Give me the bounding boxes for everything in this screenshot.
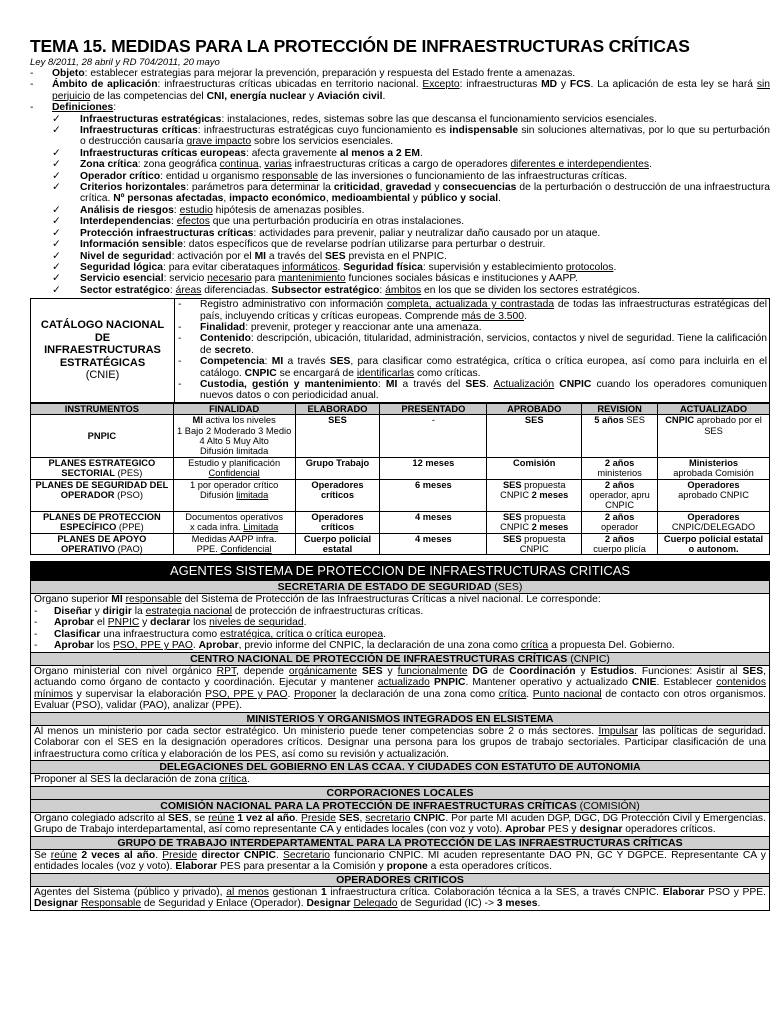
definition-item: ✓ Zona crítica: zona geográfica continua, varias infraestructuras críticas a cargo de operadores diferentes e interdependientes.	[52, 159, 652, 171]
definition-item: ✓ Interdependencias: efectos que una perturbación produciría en otras instalaciones.	[52, 216, 465, 228]
definitions-list	[30, 114, 770, 297]
document-page	[30, 0, 770, 911]
page-title: TEMA 15. MEDIDAS PARA LA PROTECCIÓN DE INFRAESTRUCTURAS CRÍTICAS	[30, 36, 690, 56]
instruments-table	[30, 403, 770, 556]
check-icon: ✓	[52, 113, 61, 125]
check-icon: ✓	[52, 239, 61, 251]
ministerios-header: MINISTERIOS Y ORGANISMOS INTEGRADOS EN ELSISTEMA	[31, 712, 769, 726]
check-icon: ✓	[52, 147, 61, 159]
definition-item: ✓ Infraestructuras críticas europeas: afecta gravemente al menos a 2 EM.	[52, 147, 423, 159]
check-icon: ✓	[52, 182, 61, 194]
definition-item: ✓ Nivel de seguridad: activación por el MI a través del SES prevista en el PNPIC.	[52, 250, 447, 262]
check-icon: ✓	[52, 227, 61, 239]
catalog-box	[30, 298, 770, 403]
catalog-item: - Competencia: MI a través SES, para clasificar como estratégica, crítica o crítica europea, así como para incluirla en el catálogo. CNPIC se encargará de identificarlas como críticas.	[178, 356, 767, 379]
check-icon: ✓	[52, 159, 61, 171]
catalog-item: - Custodia, gestión y mantenimiento: MI a través del SES. Actualización CNPIC cuando los operadores comuniquen nuevos datos o con periodicidad anual.	[178, 378, 767, 402]
definition-item: ✓ Infraestructuras estratégicas: instalaciones, redes, sistemas sobre las que descansa el funcionamiento servicios esenciales.	[52, 113, 657, 125]
catalog-item: - Finalidad: prevenir, proteger y reaccionar ante una amenaza.	[178, 321, 482, 333]
delegaciones-body: Proponer al SES la declaración de zona crítica.	[34, 774, 250, 786]
check-icon: ✓	[52, 284, 61, 296]
definition-item: ✓ Análisis de riesgos: estudio hipótesis de amenazas posibles.	[52, 204, 365, 216]
check-icon: ✓	[52, 216, 61, 228]
check-icon: ✓	[52, 261, 61, 273]
check-icon: ✓	[52, 250, 61, 262]
cnpic-header: CENTRO NACIONAL DE PROTECCIÓN DE INFRAESTRUCTURAS CRÍTICAS (CNPIC)	[31, 652, 769, 666]
intro-objeto: - Objeto: establecer estrategias para mejorar la prevención, preparación y respuesta del Estado frente a amenazas.	[30, 68, 576, 79]
catalog-label: CATÁLOGO NACIONAL DE INFRAESTRUCTURAS ESTRATÉGICAS (CNIE)	[31, 299, 175, 402]
ses-body: Organo superior MI responsable del Sistema de Protección de las Infraestructuras Críticas a nivel nacional. Le corresponde: - Diseñar y dirigir la estrategia nacional de protección de infraestructuras críticas. - Aprobar el PNPIC y declarar los niveles de seguridad. - Clasificar una infraestructura como estratégica, crítica o crítica europea. - Aprobar los PSO, PPE y PAO. Aprobar, previo informe del CNPIC, la declaración de una zona como crítica a propuesta Del. Gobierno.	[34, 594, 675, 652]
agents-title: AGENTES SISTEMA DE PROTECCION DE INFRAESTRUCTURAS CRITICAS	[31, 562, 769, 580]
table-header: FINALIDAD	[173, 403, 295, 414]
table-header: INSTRUMENTOS	[31, 403, 174, 414]
table-row: PLANES DE PROTECCION ESPECÍFICO (PPE) Documentos operativos x cada infra. Limitada Operadores críticos 4 meses SES propuesta CNPIC 2 meses 2 años operador Operadores CNPIC/DELEGADO	[31, 511, 770, 533]
operadores-header: OPERADORES CRITICOS	[31, 873, 769, 887]
agents-section	[30, 561, 770, 911]
delegaciones-header: DELEGACIONES DEL GOBIERNO EN LAS CCAA. Y CIUDADES CON ESTATUTO DE AUTONOMIA	[31, 760, 769, 774]
grupo-trabajo-header: GRUPO DE TRABAJO INTERDEPARTAMENTAL PARA LA PROTECCIÓN DE LAS INFRAESTRUCTURAS CRÍTICAS	[31, 836, 769, 850]
catalog-item: - Registro administrativo con información completa, actualizada y contrastada de todas las infraestructuras estratégicas del país, incluyendo críticas y críticas europeas. Comprende más de 3.500.	[178, 299, 767, 322]
operadores-body: Agentes del Sistema (público y privado), al menos gestionan 1 infraestructura crítica. Colaboración técnica a la SES, a través CNPIC. Elaborar PSO y PPE. Designar Responsable de Seguridad y Enlace (Operador). Designar Delegado de Seguridad (IC) -> 3 meses.	[34, 886, 767, 910]
definition-item: ✓ Protección infraestructuras críticas: actividades para prevenir, paliar y neutralizar daño causado por un ataque.	[52, 227, 601, 239]
intro-definiciones: - Definiciones:	[30, 102, 117, 114]
table-row: PLANES DE APOYO OPERATIVO (PAO) Medidas AAPP infra. PPE. Confidencial Cuerpo policial estatal 4 meses SES propuesta CNPIC 2 años cuerpo plicía Cuerpo policial estatal o autonom.	[31, 533, 770, 555]
table-header: APROBADO	[487, 403, 582, 414]
table-header: ACTUALIZADO	[658, 403, 770, 414]
definition-item: ✓ Criterios horizontales: parámetros para determinar la criticidad, gravedad y consecuencias de la perturbación o destrucción de una infraestructura crítica. Nº personas afectadas, impacto económico, medioambiental y público y social.	[52, 182, 770, 205]
table-header-row	[31, 403, 770, 414]
intro-ambito: - Ámbito de aplicación: infraestructuras críticas ubicadas en territorio nacional. Excepto: infraestructuras MD y FCS. La aplicación de esta ley se hará sin perjuicio de las competencias del CNI, energía nuclear y Aviación civil.	[30, 79, 770, 102]
grupo-trabajo-body: Se reúne 2 veces al año. Preside director CNPIC. Secretario funcionario CNPIC. MI acuden representante DAO PN, GC Y DGPCE. Representante CA y entidades locales (voz y voto). Elaborar PES para presentar a la Comisión y propone a esta operadores críticos.	[34, 849, 766, 873]
legal-reference: Ley 8/2011, 28 abril y RD 704/2011, 20 mayo	[30, 57, 220, 68]
table-row: PLANES DE SEGURIDAD DEL OPERADOR (PSO) 1 por operador crítico Difusión limitada Operadores críticos 6 meses SES propuesta CNPIC 2 meses 2 años operador, apru CNPIC Operadores aprobado CNPIC	[31, 479, 770, 511]
definition-item: ✓ Seguridad lógica: para evitar ciberataques informáticos. Seguridad física: supervisión y establecimiento protocolos.	[52, 261, 617, 273]
table-header: PRESENTADO	[380, 403, 487, 414]
comision-header: COMISIÓN NACIONAL PARA LA PROTECCIÓN DE INFRAESTRUCTURAS CRÍTICAS (COMISIÓN)	[31, 800, 769, 813]
table-header: ELABORADO	[295, 403, 380, 414]
table-header: REVISION	[582, 403, 658, 414]
ses-header: SECRETARIA DE ESTADO DE SEGURIDAD (SES)	[31, 580, 769, 594]
check-icon: ✓	[52, 204, 61, 216]
check-icon: ✓	[52, 273, 61, 285]
table-row: PNPIC MI activa los niveles 1 Bajo 2 Moderado 3 Medio 4 Alto 5 Muy Alto Difusión limitada SES - SES 5 años SES CNPIC aprobado por el SES	[31, 415, 770, 458]
corporaciones-header: CORPORACIONES LOCALES	[31, 786, 769, 800]
cnpic-body: Organo ministerial con nivel orgánico RPT, depende orgánicamente SES y funcionalmente DG de Coordinación y Estudios. Funciones: Asistir al SES, actuando como órgano de contacto y coordinación. Ejecutar y mantener actualizado PNPIC. Mantener operativo y actualizado CNIE. Establecer contenidos mínimos y supervisar la elaboración PSO, PPE y PAO. Proponer la declaración de una zona como crítica. Punto nacional de contacto con otros organismos. Evaluar (PSO), validar (PAO), analizar (PPE).	[34, 665, 767, 712]
definition-item: ✓ Sector estratégico: áreas diferenciadas. Subsector estratégico: ámbitos en los que se dividen los sectores estratégicos.	[52, 284, 640, 296]
table-row: PLANES ESTRATEGICO SECTORIAL (PES) Estudio y planificación Confidencial Grupo Trabajo 12 meses Comisión 2 años ministerios Ministerios aprobada Comisión	[31, 457, 770, 479]
definition-item: ✓ Información sensible: datos específicos que de revelarse podrían utilizarse para perturbar o destruir.	[52, 239, 546, 251]
ministerios-body: Al menos un ministerio por cada sector estratégico. Un ministerio puede tener competencias sobre 2 o más sectores. Impulsar las políticas de seguridad. Colaborar con el SES en la designación operadores críticos. Designar una persona para los grupos de trabajo sectoriales. Participar clasificación de una infraestructura como crítica y elaboración de los PES, así como su revisión y actualización.	[34, 725, 767, 760]
definition-item: ✓ Servicio esencial: servicio necesario para mantenimiento funciones sociales básicas e instituciones y AAPP.	[52, 273, 578, 285]
comision-body: Organo colegiado adscrito al SES, se reúne 1 vez al año. Preside SES, secretario CNPIC. Por parte MI acuden DGP, DGC, DG Protección Civil y Emergencias. Grupo de Trabajo interdepartamental, así como representante CA y entidades locales (con voz y voto). Aprobar PES y designar operadores críticos.	[34, 812, 766, 836]
definition-item: ✓ Infraestructuras críticas: infraestructuras estratégicas cuyo funcionamiento es indispensable sin soluciones alternativas, por lo que su perturbación o destrucción causaría grave impacto sobre los servicios esenciales.	[52, 125, 770, 148]
catalog-details	[175, 299, 769, 402]
check-icon: ✓	[52, 125, 61, 137]
check-icon: ✓	[52, 170, 61, 182]
catalog-item: - Contenido: descripción, ubicación, titularidad, administración, servicios, contactos y nivel de seguridad. Tiene la calificación de secreto.	[178, 333, 767, 356]
definition-item: ✓ Operador crítico: entidad u organismo responsable de las inversiones o funcionamiento de las infraestructuras críticas.	[52, 170, 628, 182]
